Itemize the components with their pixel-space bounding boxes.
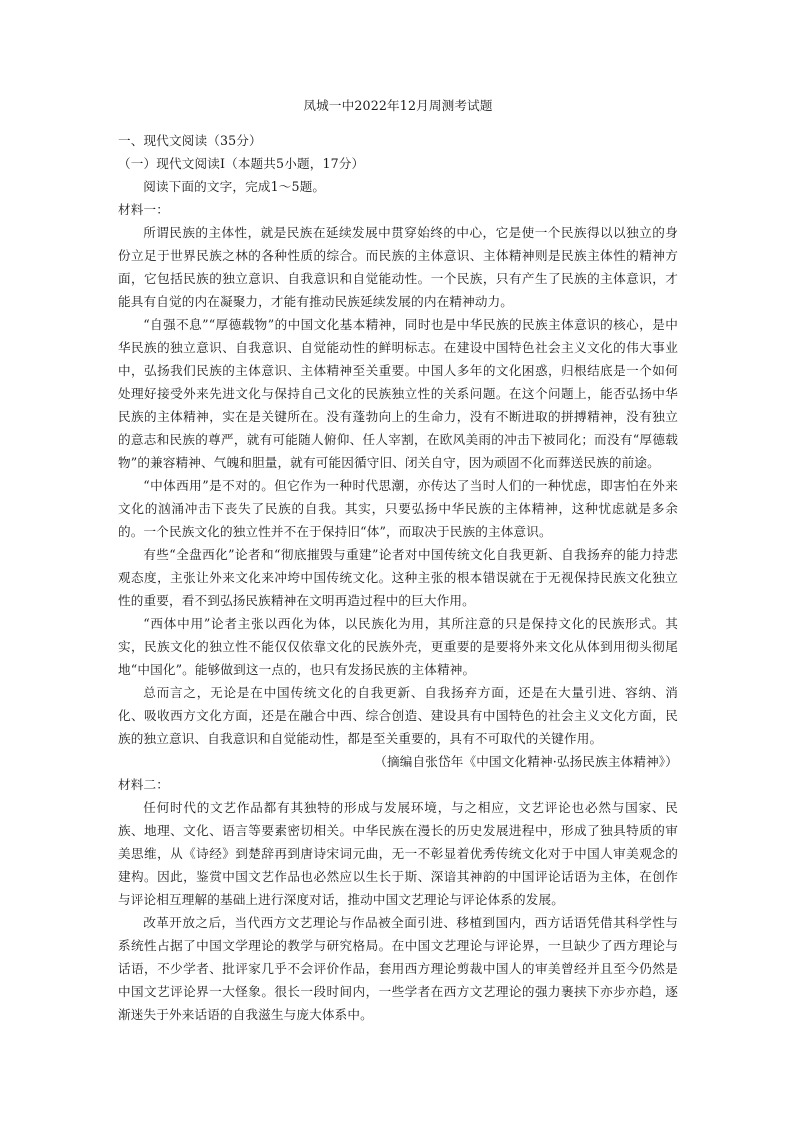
material-one-paragraph: “自强不息”“厚德载物”的中国文化基本精神，同时也是中华民族的民族主体意识的核心，是中华民族的独立意识、自我意识、自觉能动性的鲜明标志。在建设中国特色社会主义文化的伟大事业中，弘扬我们民族的主体意识、主体精神至关重要。中国人多年的文化困惑，归根结底是一个如何处理好接受外来先进文化与保持自己文化的民族独立性的关系问题。在这个问题上，能否弘扬中华民族的主体精神，实在是关键所在。没有蓬勃向上的生命力，没有不断进取的拼搏精神，没有独立的意志和民族的尊严，就有可能随人俯仰、任人宰割，在欧风美雨的冲击下被同化；而没有“厚德载物”的兼容精神、气魄和胆量，就有可能因循守旧、闭关自守，因为顽固不化而葬送民族的前途。 <box>118 317 678 470</box>
page-title: 凤城一中2022年12月周测考试题 <box>303 98 493 113</box>
instruction-text: 阅读下面的文字，完成1～5题。 <box>143 179 326 194</box>
subsection-heading: （一）现代文阅读Ⅰ（本题共5小题，17分） <box>118 156 365 171</box>
material-one-source: （摘编自张岱年《中国文化精神·弘扬民族主体精神》） <box>374 754 678 769</box>
material-one-paragraph: 总而言之，无论是在中国传统文化的自我更新、自我扬弃方面，还是在大量引进、容纳、消化、吸收西方文化方面，还是在融合中西、综合创造、建设具有中国特色的社会主义文化方面，民族的独立意识、自我意识和自觉能动性，都是至关重要的，具有不可取代的关键作用。 <box>118 685 678 746</box>
material-one-paragraph: 所谓民族的主体性，就是民族在延续发展中贯穿始终的中心，它是使一个民族得以以独立的身份立足于世界民族之林的各种性质的综合。而民族的主体意识、主体精神则是民族主体性的精神方面，它包括民族的独立意识、自我意识和自觉能动性。一个民族，只有产生了民族的主体意识，才能具有自觉的内在凝聚力，才能有推动民族延续发展的内在精神动力。 <box>118 225 678 309</box>
material-two-paragraph: 任何时代的文艺作品都有其独特的形成与发展环境，与之相应，文艺评论也必然与国家、民族、地理、文化、语言等要素密切相关。中华民族在漫长的历史发展进程中，形成了独具特质的审美思维，从《诗经》到楚辞再到唐诗宋词元曲，无一不彰显着优秀传统文化对于中国人审美观念的建构。因此，鉴赏中国文艺作品也必然应以生长于斯、深谙其神韵的中国评论话语为主体，在创作与评论相互理解的基础上进行深度对话，推动中国文艺理论与评论体系的发展。 <box>118 800 678 907</box>
material-one-paragraph: “西体中用”论者主张以西化为体，以民族化为用，其所注意的只是保持文化的民族形式。其实，民族文化的独立性不能仅仅依靠文化的民族外壳，更重要的是要将外来文化从体到用彻头彻尾地“中国化”。能够做到这一点的，也只有发扬民族的主体精神。 <box>118 616 678 677</box>
material-two-label: 材料二： <box>118 777 169 792</box>
material-one-paragraph: “中体西用”是不对的。但它作为一种时代思潮，亦传达了当时人们的一种忧虑，即害怕在外来文化的汹涌冲击下丧失了民族的自我。其实，只要弘扬中华民族的主体精神，这种忧虑就是多余的。一个民族文化的独立性并不在于保持旧“体”，而取决于民族的主体意识。 <box>118 478 678 539</box>
material-two-paragraph: 改革开放之后，当代西方文艺理论与作品被全面引进、移植到国内，西方话语凭借其科学性与系统性占据了中国文学理论的教学与研究格局。在中国文艺理论与评论界，一旦缺少了西方理论与话语，不少学者、批评家几乎不会评价作品，套用西方理论剪裁中国人的审美曾经并且至今仍然是中国文艺评论界一大怪象。很长一段时间内，一些学者在西方文艺理论的强力裹挟下亦步亦趋，逐渐迷失于外来话语的自我滋生与庞大体系中。 <box>118 915 678 1022</box>
exam-page <box>118 94 678 1026</box>
material-one-label: 材料一： <box>118 202 169 217</box>
section-heading: 一、现代文阅读（35分） <box>118 133 262 148</box>
material-one-paragraph: 有些“全盘西化”论者和“彻底摧毁与重建”论者对中国传统文化自我更新、自我扬弃的能力持悲观态度，主张让外来文化来冲垮中国传统文化。这种主张的根本错误就在于无视保持民族文化独立性的重要，看不到弘扬民族精神在文明再造过程中的巨大作用。 <box>118 547 678 608</box>
